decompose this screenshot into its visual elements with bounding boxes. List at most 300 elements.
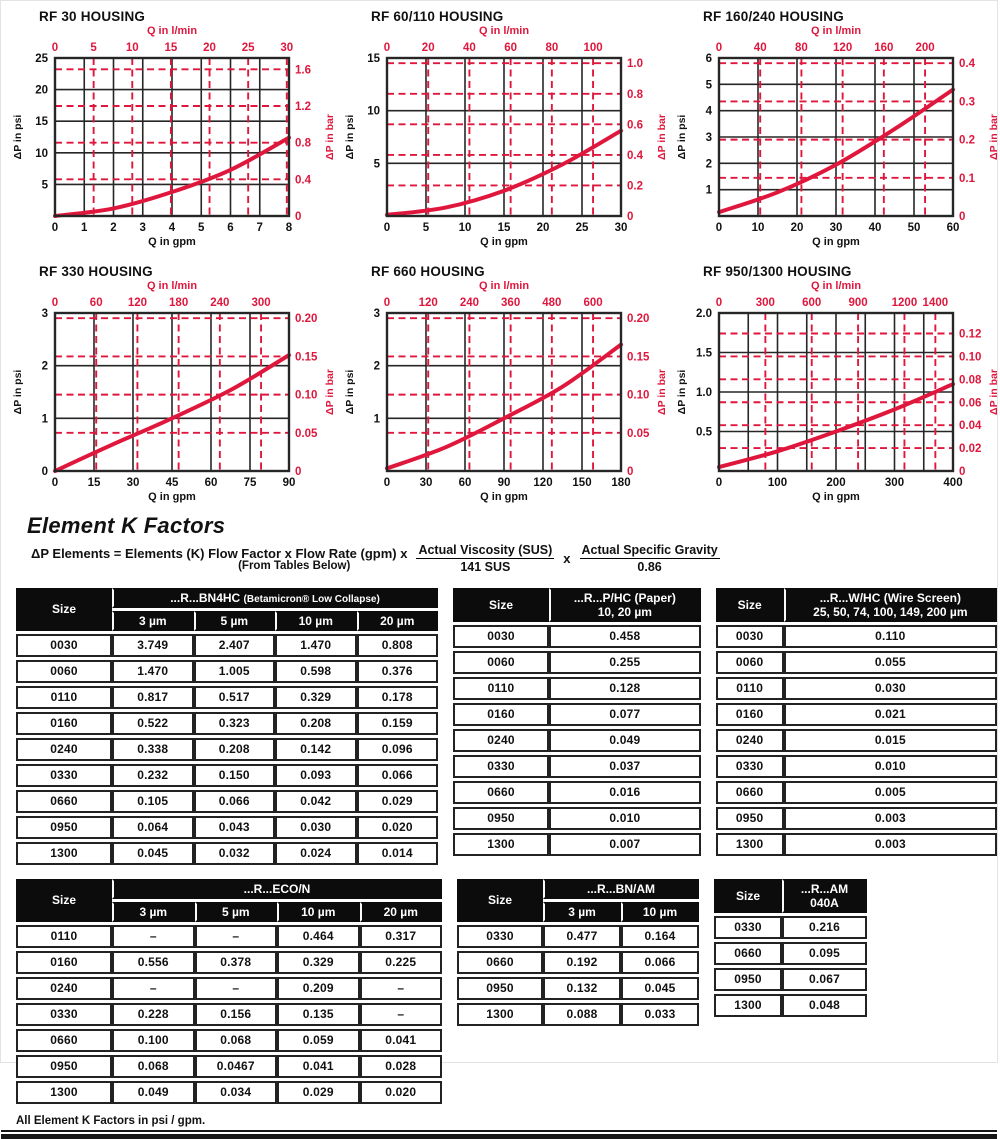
svg-text:0: 0 (383, 42, 391, 54)
k-factor-cell: 0.096 (357, 738, 439, 761)
k-factor-cell: 0.049 (112, 1081, 195, 1104)
k-factor-cell: 0.055 (784, 651, 997, 674)
table-row (16, 660, 438, 683)
k-factor-formula (31, 543, 997, 575)
size-cell: 1300 (16, 842, 112, 865)
micron-column-header: 20 µm (357, 611, 439, 631)
size-cell: 0330 (714, 916, 782, 939)
chart-plot-rf-160-240-housing (673, 24, 1000, 248)
svg-text:0.4: 0.4 (959, 58, 975, 71)
svg-text:ΔP in psi: ΔP in psi (676, 114, 688, 160)
size-cell: 0330 (457, 925, 543, 948)
viscosity-fraction (416, 543, 554, 575)
micron-column-header: 5 µm (194, 611, 276, 631)
k-factor-cell: 0.028 (360, 1055, 443, 1078)
svg-text:7: 7 (256, 222, 263, 234)
chart-plot-rf-660-housing (341, 279, 672, 503)
formula-lhs: ΔP Elements = Elements (K) Flow Factor x Flow Rate (gpm) x (31, 545, 408, 561)
svg-text:60: 60 (204, 477, 218, 489)
k-factor-cell: 0.032 (194, 842, 276, 865)
media-type-header: ...R...BN4HC (Betamicron® Low Collapse) (112, 588, 438, 608)
svg-text:0.15: 0.15 (627, 351, 650, 364)
size-cell: 0030 (16, 634, 112, 657)
size-cell: 0110 (453, 677, 549, 700)
size-cell: 0950 (457, 977, 543, 1000)
table-row (453, 651, 701, 674)
svg-text:25: 25 (35, 53, 48, 65)
chart-plot-rf-60-110-housing (341, 24, 672, 248)
k-factor-cell: 1.005 (194, 660, 276, 683)
size-cell: 0110 (16, 925, 112, 948)
size-header: Size (16, 588, 112, 631)
svg-text:120: 120 (833, 42, 853, 54)
k-factor-cell: 0.029 (277, 1081, 360, 1104)
k-factor-cell: 0.100 (112, 1029, 195, 1052)
size-cell: 0060 (716, 651, 784, 674)
svg-text:75: 75 (243, 477, 257, 489)
size-cell: 0330 (453, 755, 549, 778)
k-factor-cell: 0.045 (621, 977, 699, 1000)
k-factor-cell: 0.0467 (195, 1055, 278, 1078)
k-factor-cell: – (195, 977, 278, 1000)
k-factor-cell: 0.255 (549, 651, 701, 674)
size-cell: 0240 (453, 729, 549, 752)
svg-text:Q in l/min: Q in l/min (478, 25, 530, 37)
svg-text:0: 0 (959, 211, 966, 223)
table-row (714, 968, 867, 991)
k-factor-cell: 0.317 (360, 925, 443, 948)
size-cell: 1300 (716, 833, 784, 856)
k-factor-table-econ (16, 876, 442, 1107)
chart-plot-rf-950-1300-housing (673, 279, 1000, 503)
k-factor-cell: 0.043 (194, 816, 276, 839)
svg-text:10: 10 (458, 222, 472, 234)
table-row (716, 807, 997, 830)
size-cell: 0330 (16, 1003, 112, 1026)
svg-text:1400: 1400 (922, 297, 949, 309)
svg-text:25: 25 (241, 42, 255, 54)
svg-text:600: 600 (583, 297, 603, 309)
svg-text:80: 80 (545, 42, 559, 54)
k-factor-cell: 0.178 (357, 686, 439, 709)
svg-text:0.2: 0.2 (627, 180, 643, 193)
svg-text:90: 90 (282, 477, 296, 489)
svg-text:20: 20 (536, 222, 550, 234)
k-factor-cell: 0.088 (543, 1003, 621, 1026)
svg-text:240: 240 (459, 297, 480, 309)
svg-text:180: 180 (611, 477, 631, 489)
table-row (16, 1003, 442, 1026)
svg-text:1.0: 1.0 (627, 58, 643, 71)
svg-text:40: 40 (868, 222, 882, 234)
k-factor-table-phc (453, 585, 701, 859)
k-factor-cell: 0.007 (549, 833, 701, 856)
formula-note: (From Tables Below) (238, 559, 351, 572)
svg-text:ΔP in psi: ΔP in psi (676, 369, 688, 415)
svg-text:0.1: 0.1 (959, 172, 975, 185)
size-cell: 1300 (714, 994, 782, 1017)
k-factor-cell: 0.077 (549, 703, 701, 726)
k-factor-cell: 0.003 (784, 807, 997, 830)
k-factor-cell: 0.041 (277, 1055, 360, 1078)
svg-text:1.0: 1.0 (696, 387, 712, 399)
k-factor-cell: 0.041 (360, 1029, 443, 1052)
svg-text:600: 600 (802, 297, 822, 309)
svg-text:0.20: 0.20 (627, 313, 650, 326)
svg-text:1: 1 (705, 184, 712, 197)
chart-rf-30-housing (9, 7, 340, 248)
svg-text:4: 4 (168, 222, 176, 234)
svg-text:0.20: 0.20 (295, 313, 318, 326)
k-factor-cell: 0.034 (195, 1081, 278, 1104)
micron-column-header: 10 µm (277, 902, 360, 922)
table-row (716, 677, 997, 700)
k-factor-cell: 0.208 (275, 712, 357, 735)
table-row (16, 951, 442, 974)
svg-text:0: 0 (715, 42, 723, 54)
chart-title: RF 30 HOUSING (39, 9, 146, 24)
k-factor-cell: – (360, 977, 443, 1000)
svg-text:50: 50 (907, 222, 921, 234)
times-sign: x (563, 551, 571, 567)
table-row (16, 1081, 442, 1104)
size-header: Size (16, 879, 112, 922)
micron-column-header: 5 µm (195, 902, 278, 922)
svg-text:4: 4 (705, 105, 712, 118)
svg-text:5: 5 (41, 179, 48, 192)
size-cell: 0160 (453, 703, 549, 726)
svg-text:5: 5 (373, 158, 380, 171)
k-factor-cell: 0.020 (357, 816, 439, 839)
table-row (453, 625, 701, 648)
k-factor-cell: 0.029 (357, 790, 439, 813)
svg-text:2: 2 (705, 158, 712, 171)
svg-text:ΔP in bar: ΔP in bar (656, 114, 668, 160)
table-row (453, 807, 701, 830)
table-row (16, 790, 438, 813)
svg-text:0: 0 (715, 477, 723, 489)
size-cell: 0110 (16, 686, 112, 709)
svg-text:1: 1 (41, 413, 48, 426)
svg-text:30: 30 (829, 222, 843, 234)
k-factor-cell: 0.110 (784, 625, 997, 648)
section-heading: Element K Factors (27, 513, 226, 538)
svg-text:160: 160 (874, 42, 894, 54)
svg-text:3: 3 (705, 132, 712, 144)
svg-text:0.12: 0.12 (959, 328, 982, 341)
svg-text:2.0: 2.0 (696, 308, 712, 320)
k-factor-cell: – (112, 977, 195, 1000)
table-row (453, 833, 701, 856)
k-factor-cell: 0.556 (112, 951, 195, 974)
svg-text:0.15: 0.15 (295, 351, 318, 364)
svg-text:5: 5 (422, 222, 430, 234)
k-factor-cell: 0.048 (782, 994, 867, 1017)
k-factor-cell: – (360, 1003, 443, 1026)
k-factor-cell: 0.135 (277, 1003, 360, 1026)
svg-text:100: 100 (767, 477, 788, 489)
svg-text:Q in gpm: Q in gpm (148, 236, 196, 248)
k-factor-cell: 0.016 (549, 781, 701, 804)
svg-text:6: 6 (227, 222, 234, 234)
k-factor-cell: 0.159 (357, 712, 439, 735)
svg-text:200: 200 (915, 42, 935, 54)
svg-text:0: 0 (959, 466, 966, 478)
svg-text:30: 30 (614, 222, 628, 234)
k-factor-cell: 0.010 (549, 807, 701, 830)
viscosity-denominator: 141 SUS (460, 560, 511, 575)
svg-text:1.2: 1.2 (295, 101, 311, 114)
bottom-rule-thick (1, 1134, 997, 1139)
svg-text:0: 0 (51, 477, 59, 489)
size-cell: 0240 (716, 729, 784, 752)
k-factor-cell: 0.228 (112, 1003, 195, 1026)
svg-text:5: 5 (705, 79, 712, 92)
svg-text:5: 5 (90, 42, 97, 54)
svg-text:0.10: 0.10 (627, 389, 650, 402)
size-cell: 0660 (714, 942, 782, 965)
k-factor-cell: 0.020 (360, 1081, 443, 1104)
k-factor-cell: 0.323 (194, 712, 276, 735)
svg-text:Q in l/min: Q in l/min (146, 25, 198, 37)
k-factor-cell: 0.015 (784, 729, 997, 752)
svg-text:15: 15 (35, 116, 48, 129)
chart-rf-660-housing (341, 262, 672, 503)
svg-text:40: 40 (463, 42, 476, 54)
k-factor-cell: 0.003 (784, 833, 997, 856)
svg-text:15: 15 (497, 222, 511, 234)
gravity-numerator: Actual Specific Gravity (580, 543, 720, 559)
svg-text:3: 3 (373, 308, 380, 320)
svg-text:360: 360 (501, 297, 521, 309)
svg-text:10: 10 (751, 222, 765, 234)
svg-text:0.4: 0.4 (627, 149, 643, 162)
k-factor-cell: 0.068 (112, 1055, 195, 1078)
k-factor-cell: 0.216 (782, 916, 867, 939)
svg-text:240: 240 (210, 297, 230, 309)
svg-text:Q in gpm: Q in gpm (480, 491, 528, 503)
svg-text:0: 0 (51, 42, 59, 54)
gravity-fraction (580, 543, 720, 575)
svg-text:5: 5 (198, 222, 205, 234)
size-header: Size (457, 879, 543, 922)
svg-text:25: 25 (575, 222, 589, 234)
table-row (457, 977, 699, 1000)
k-factor-cell: 0.105 (112, 790, 194, 813)
svg-text:2: 2 (373, 360, 380, 373)
svg-text:Q in gpm: Q in gpm (480, 236, 528, 248)
media-type-header: ...R...AM 040A (782, 879, 867, 913)
svg-text:0: 0 (295, 211, 302, 223)
micron-column-header: 3 µm (112, 611, 194, 631)
k-factor-cell: 0.208 (194, 738, 276, 761)
svg-text:60: 60 (89, 297, 103, 309)
k-factor-cell: 0.067 (782, 968, 867, 991)
svg-text:0.10: 0.10 (295, 389, 318, 402)
svg-text:ΔP in psi: ΔP in psi (344, 114, 356, 160)
size-cell: 1300 (16, 1081, 112, 1104)
svg-text:10: 10 (125, 42, 139, 54)
svg-text:80: 80 (795, 42, 808, 54)
k-factor-cell: 1.470 (112, 660, 194, 683)
tables-row-top (16, 585, 997, 868)
svg-text:0.06: 0.06 (959, 397, 982, 410)
k-factor-table-bnam (457, 876, 699, 1029)
k-factor-cell: – (195, 925, 278, 948)
size-cell: 0950 (16, 1055, 112, 1078)
table-row (716, 781, 997, 804)
svg-text:0.10: 0.10 (959, 351, 982, 364)
micron-column-header: 3 µm (112, 902, 195, 922)
table-row (453, 677, 701, 700)
table-row (453, 703, 701, 726)
table-row (16, 925, 442, 948)
svg-text:6: 6 (705, 53, 712, 65)
footnote: All Element K Factors in psi / gpm. (16, 1114, 206, 1127)
size-cell: 0160 (716, 703, 784, 726)
svg-text:120: 120 (127, 297, 148, 309)
svg-text:Q in l/min: Q in l/min (146, 280, 198, 292)
size-cell: 1300 (457, 1003, 543, 1026)
table-row (16, 738, 438, 761)
table-row (16, 1055, 442, 1078)
svg-text:300: 300 (755, 297, 775, 309)
k-factor-cell: 0.522 (112, 712, 194, 735)
svg-text:ΔP in psi: ΔP in psi (12, 114, 24, 160)
k-factor-cell: 0.066 (357, 764, 439, 787)
table-row (16, 712, 438, 735)
svg-text:300: 300 (884, 477, 905, 489)
size-cell: 0950 (714, 968, 782, 991)
micron-column-header: 20 µm (360, 902, 443, 922)
table-row (16, 842, 438, 865)
micron-column-header: 10 µm (621, 902, 699, 922)
k-factor-cell: 0.150 (194, 764, 276, 787)
k-factor-cell: 0.010 (784, 755, 997, 778)
svg-text:1: 1 (373, 413, 380, 426)
svg-text:0.05: 0.05 (295, 427, 318, 440)
size-cell: 0660 (16, 790, 112, 813)
svg-text:20: 20 (203, 42, 216, 54)
svg-text:0.02: 0.02 (959, 443, 982, 456)
svg-text:30: 30 (280, 42, 294, 54)
svg-text:0: 0 (383, 297, 391, 309)
svg-text:ΔP in bar: ΔP in bar (988, 369, 1000, 415)
micron-column-header: 10 µm (275, 611, 357, 631)
k-factor-cell: 0.059 (277, 1029, 360, 1052)
table-row (716, 651, 997, 674)
svg-text:3: 3 (41, 308, 48, 320)
svg-text:1: 1 (81, 222, 88, 234)
table-row (16, 1029, 442, 1052)
k-factor-cell: 0.464 (277, 925, 360, 948)
k-factor-cell: 0.225 (360, 951, 443, 974)
svg-text:0: 0 (715, 222, 723, 234)
svg-text:0: 0 (295, 466, 302, 478)
svg-text:0.5: 0.5 (696, 426, 712, 439)
k-factor-cell: 2.407 (194, 634, 276, 657)
svg-text:480: 480 (542, 297, 562, 309)
k-factor-cell: 0.042 (275, 790, 357, 813)
svg-text:400: 400 (943, 477, 963, 489)
svg-text:ΔP in bar: ΔP in bar (324, 114, 336, 160)
k-factor-cell: 0.014 (357, 842, 439, 865)
k-factor-cell: 0.066 (194, 790, 276, 813)
svg-text:0.8: 0.8 (295, 137, 311, 150)
k-factor-cell: 3.749 (112, 634, 194, 657)
svg-text:0: 0 (715, 297, 723, 309)
svg-text:120: 120 (418, 297, 438, 309)
k-factor-cell: 0.033 (621, 1003, 699, 1026)
size-cell: 0060 (16, 660, 112, 683)
size-cell: 0660 (16, 1029, 112, 1052)
table-row (716, 625, 997, 648)
svg-text:30: 30 (126, 477, 140, 489)
k-factor-cell: 0.378 (195, 951, 278, 974)
k-factor-cell: 0.093 (275, 764, 357, 787)
svg-text:45: 45 (165, 477, 179, 489)
k-factor-cell: 0.064 (112, 816, 194, 839)
media-type-header: ...R...W/HC (Wire Screen) 25, 50, 74, 100, 149, 200 µm (784, 588, 997, 622)
size-cell: 0240 (16, 977, 112, 1000)
table-row (716, 833, 997, 856)
size-cell: 0330 (716, 755, 784, 778)
media-type-header: ...R...P/HC (Paper) 10, 20 µm (549, 588, 701, 622)
svg-text:Q in gpm: Q in gpm (812, 491, 860, 503)
k-factor-cell: 0.030 (784, 677, 997, 700)
table-row (714, 942, 867, 965)
svg-text:30: 30 (419, 477, 433, 489)
svg-text:0: 0 (41, 466, 48, 478)
micron-column-header: 3 µm (543, 902, 621, 922)
k-factor-cell: 0.037 (549, 755, 701, 778)
svg-text:20: 20 (790, 222, 804, 234)
svg-text:90: 90 (497, 477, 511, 489)
table-row (714, 916, 867, 939)
svg-text:Q in gpm: Q in gpm (812, 236, 860, 248)
svg-text:20: 20 (35, 84, 48, 97)
k-factor-cell: 0.458 (549, 625, 701, 648)
svg-text:1.5: 1.5 (696, 347, 712, 360)
k-factor-cell: 0.376 (357, 660, 439, 683)
svg-text:60: 60 (504, 42, 518, 54)
k-factor-table-bn4hc (16, 585, 438, 868)
chart-title: RF 660 HOUSING (371, 264, 485, 279)
svg-text:0: 0 (383, 477, 391, 489)
svg-text:3: 3 (139, 222, 146, 234)
svg-text:2: 2 (41, 360, 48, 373)
table-row (16, 686, 438, 709)
svg-text:Q in l/min: Q in l/min (810, 25, 862, 37)
k-factor-cell: 0.477 (543, 925, 621, 948)
svg-text:ΔP in bar: ΔP in bar (656, 369, 668, 415)
table-row (716, 755, 997, 778)
k-factor-cell: 1.470 (275, 634, 357, 657)
size-cell: 0660 (457, 951, 543, 974)
k-factor-cell: 0.156 (195, 1003, 278, 1026)
svg-text:15: 15 (367, 53, 380, 65)
svg-text:0.2: 0.2 (959, 134, 975, 147)
svg-text:Q in l/min: Q in l/min (478, 280, 530, 292)
table-row (457, 951, 699, 974)
k-factor-cell: 0.030 (275, 816, 357, 839)
k-factor-cell: 0.142 (275, 738, 357, 761)
svg-text:10: 10 (367, 105, 380, 118)
size-header: Size (714, 879, 782, 913)
k-factor-cell: 0.095 (782, 942, 867, 965)
table-row (16, 816, 438, 839)
svg-text:1.6: 1.6 (295, 64, 311, 77)
